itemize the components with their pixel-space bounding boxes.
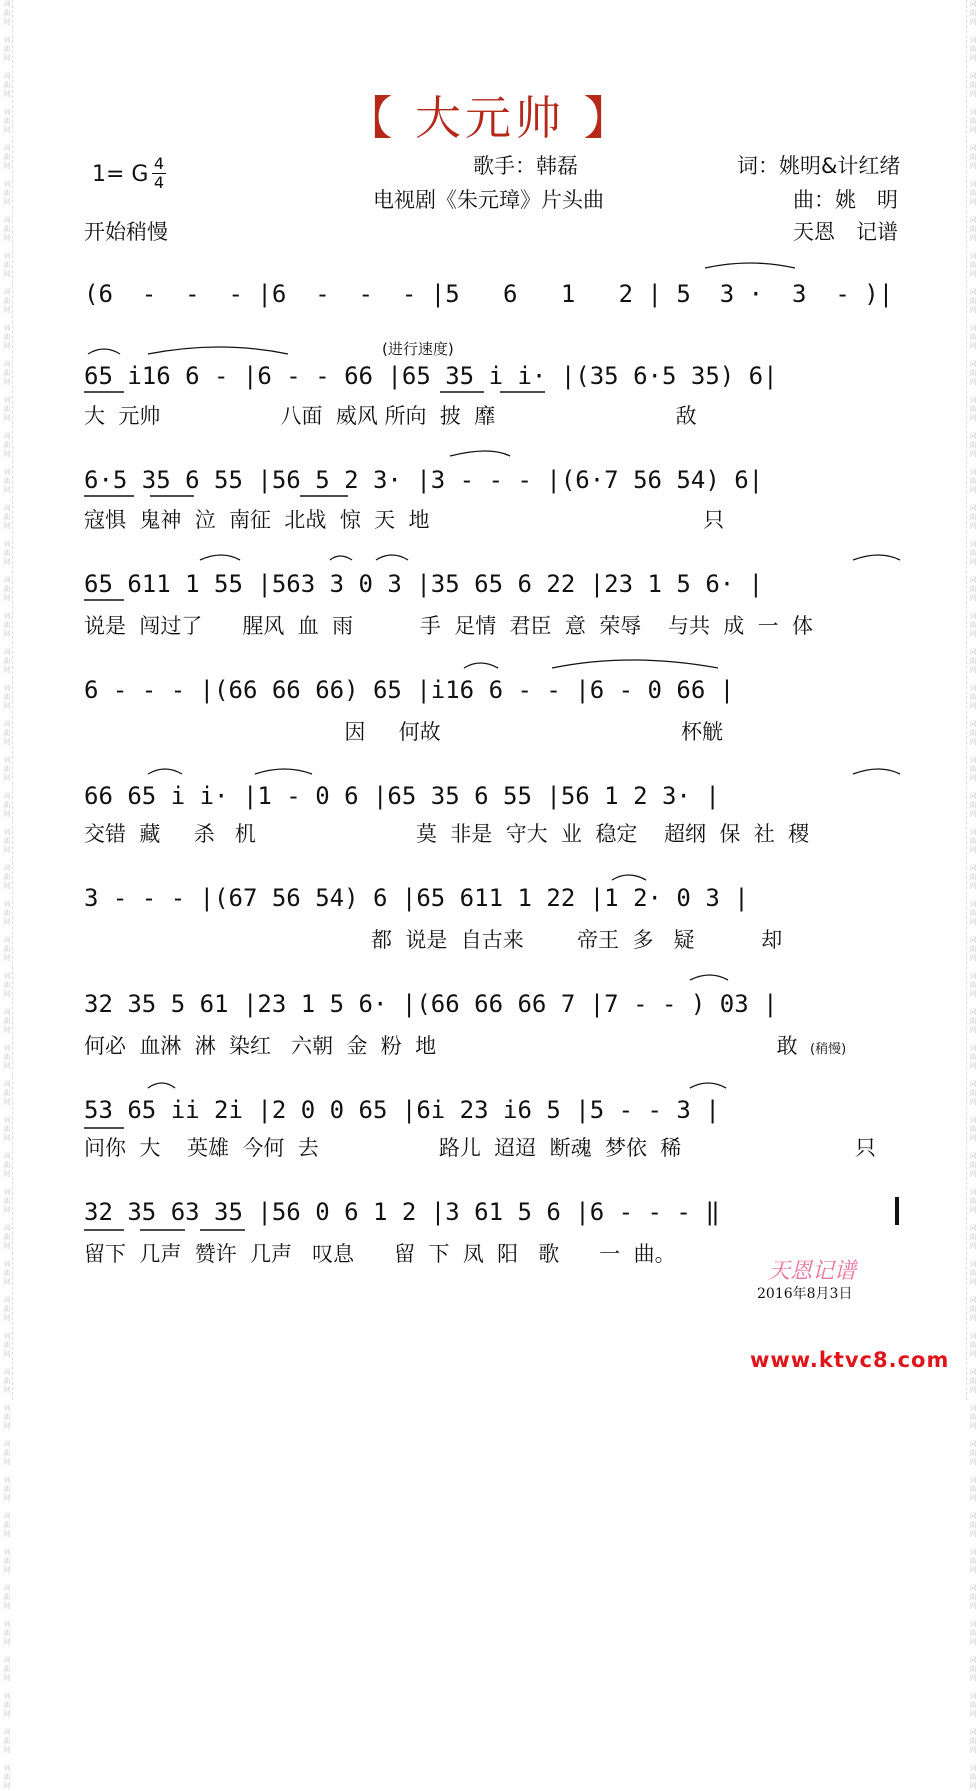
lyric-row: 寇惧 鬼神 泣 南征 北战 惊 天 地 只	[84, 508, 725, 532]
notation-row: (6 - - - |6 - - - |5 6 1 2 | 5 3 · 3 - )|	[84, 280, 894, 308]
lyric-row: 因 何故 杯觥	[84, 720, 724, 744]
song-title: 【 大元帅 】	[346, 91, 634, 145]
lyric-row: 交错 藏 杀 机 莫 非是 守大 业 稳定 超纲 保 社 稷	[84, 822, 810, 846]
slow-down-annotation: (稍慢)	[810, 1042, 847, 1057]
lyric-row: 留下 几声 赞许 几声 叹息 留 下 凤 阳 歌 一 曲。	[84, 1242, 676, 1266]
time-signature-bottom: 4	[153, 173, 165, 192]
composer-credit: 曲：姚 明	[793, 188, 898, 212]
transcriber-credit: 天恩 记谱	[793, 220, 898, 244]
notation-row: 53 65 ii 2i |2 0 0 65 |6i 23 i6 5 |5 - - 3 |	[84, 1096, 720, 1124]
lyric-row: 说是 闯过了 腥风 血 雨 手 足情 君臣 意 荣辱 与共 成 一 体	[84, 614, 814, 638]
left-watermark-strip: 词 曲 网 词 曲 网 词 曲 网 词 曲 网 词 曲 网 词 曲 网 词 曲 网 词 曲 网 词 曲 网 词 曲 网 词 曲 网 词 曲 网 词 曲 网 词 曲 网 词 曲 网 词 曲 网 词 曲 网 词 曲 网 词 曲 网 词 曲 网 词 曲 网 词 曲 网 词 曲 网 词 曲 网 词 曲 网 词 曲 网 词 曲 网 词 曲 网 词 曲 网 词 曲 网 词 曲 网 词 曲 网 词 曲 网 词 曲 网 词 曲 网 词 曲 网 词 曲 网 词 曲 网 词 曲 网 词 曲 网 词 曲 网 词 曲 网 词 曲 网 词 曲 网 词 曲 网 词 曲 网 词 曲 网 词 曲 网 词 曲 网 词 曲 网	[3, 0, 11, 1790]
notation-row: 66 65 i i· |1 - 0 6 |65 35 6 55 |56 1 2 3· |	[84, 782, 720, 810]
lyric-row: 何必 血淋 淋 染红 六朝 金 粉 地 敢	[84, 1034, 798, 1058]
lyric-row: 大 元帅 八面 威风 所向 披 靡 敌	[84, 404, 697, 428]
lyric-row: 问你 大 英雄 今何 去 路儿 迢迢 断魂 梦依 稀 只	[84, 1136, 876, 1160]
notation-row: 32 35 63 35 |56 0 6 1 2 |3 61 5 6 |6 - - - ‖	[84, 1198, 720, 1226]
key-signature: 1= G	[92, 162, 149, 187]
site-url: www.ktvc8.com	[750, 1348, 950, 1372]
notation-row: 6 - - - |(66 66 66) 65 |i16 6 - - |6 - 0 66 |	[84, 676, 735, 704]
singer-credit: 歌手：韩磊	[473, 154, 578, 178]
transcriber-stamp: 天恩记谱	[768, 1259, 857, 1284]
lyricist-credit: 词：姚明&计红绪	[737, 154, 901, 178]
notation-row: 6·5 35 6 55 |56 5 2 3· |3 - - - |(6·7 56 54) 6|	[84, 466, 764, 494]
transcription-date: 2016年8月3日	[757, 1286, 853, 1302]
notation-row: 32 35 5 61 |23 1 5 6· |(66 66 66 7 |7 - - ) 03 |	[84, 990, 778, 1018]
time-signature-top: 4	[153, 154, 165, 173]
notation-row: 3 - - - |(67 56 54) 6 |65 611 1 22 |1 2· 0 3 |	[84, 884, 749, 912]
notation-row: 65 611 1 55 |563 3 0 3 |35 65 6 22 |23 1 5 6· |	[84, 570, 764, 598]
tempo-marking: 开始稍慢	[84, 220, 168, 244]
lyric-row: 都 说是 自古来 帝王 多 疑 却	[84, 928, 783, 952]
tempo-change-annotation: (进行速度)	[382, 340, 454, 358]
source-credit: 电视剧《朱元璋》片头曲	[373, 188, 604, 212]
notation-row: 65 i16 6 - |6 - - 66 |65 35 i i· |(35 6·5 35) 6|	[84, 362, 778, 390]
right-watermark-strip: 词 曲 网 词 曲 网 词 曲 网 词 曲 网 词 曲 网 词 曲 网 词 曲 网 词 曲 网 词 曲 网 词 曲 网 词 曲 网 词 曲 网 词 曲 网 词 曲 网 词 曲 网 词 曲 网 词 曲 网 词 曲 网 词 曲 网 词 曲 网 词 曲 网 词 曲 网 词 曲 网 词 曲 网 词 曲 网 词 曲 网 词 曲 网 词 曲 网 词 曲 网 词 曲 网 词 曲 网 词 曲 网 词 曲 网 词 曲 网 词 曲 网 词 曲 网 词 曲 网 词 曲 网 词 曲 网 词 曲 网 词 曲 网 词 曲 网 词 曲 网 词 曲 网 词 曲 网 词 曲 网 词 曲 网 词 曲 网 词 曲 网 词 曲 网	[969, 0, 977, 1790]
